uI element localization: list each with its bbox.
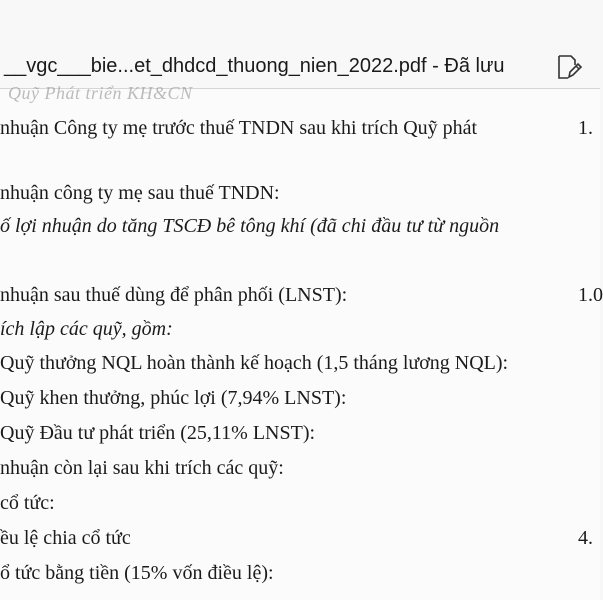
value-cell: 1.0	[578, 284, 603, 306]
doc-line: nhuận công ty mẹ sau thuế TNDN:	[0, 182, 280, 204]
value-cell: 4.	[578, 527, 593, 549]
pen-edit-icon	[555, 53, 583, 81]
title-bar	[0, 0, 600, 89]
value-cell: 1.	[578, 117, 593, 139]
cut-off-line: Quỹ Phát triển KH&CN	[8, 83, 193, 103]
doc-line: ích lập các quỹ, gồm:	[0, 318, 173, 340]
doc-line: cổ tức:	[0, 492, 55, 514]
doc-line: ố lợi nhuận do tăng TSCĐ bê tông khí (đã chi đầu tư từ nguồn	[0, 215, 500, 237]
doc-line: nhuận còn lại sau khi trích các quỹ:	[0, 457, 284, 479]
document-page[interactable]	[0, 83, 603, 600]
doc-line: Quỹ Đầu tư phát triển (25,11% LNST):	[0, 422, 316, 444]
doc-line: Quỹ khen thưởng, phúc lợi (7,94% LNST):	[0, 387, 347, 409]
doc-line: nhuận Công ty mẹ trước thuế TNDN sau khi trích Quỹ phát	[0, 117, 478, 139]
doc-line: nhuận sau thuế dùng để phân phối (LNST):	[0, 284, 348, 306]
doc-line: Quỹ thưởng NQL hoàn thành kế hoạch (1,5 tháng lương NQL):	[0, 352, 509, 374]
doc-line: ều lệ chia cổ tức	[0, 527, 131, 549]
edit-button[interactable]	[552, 52, 586, 82]
doc-line: ổ tức bằng tiền (15% vốn điều lệ):	[0, 562, 274, 584]
file-title: __vgc___bie...et_dhdcd_thuong_nien_2022.pdf - Đã lưu	[4, 55, 505, 77]
